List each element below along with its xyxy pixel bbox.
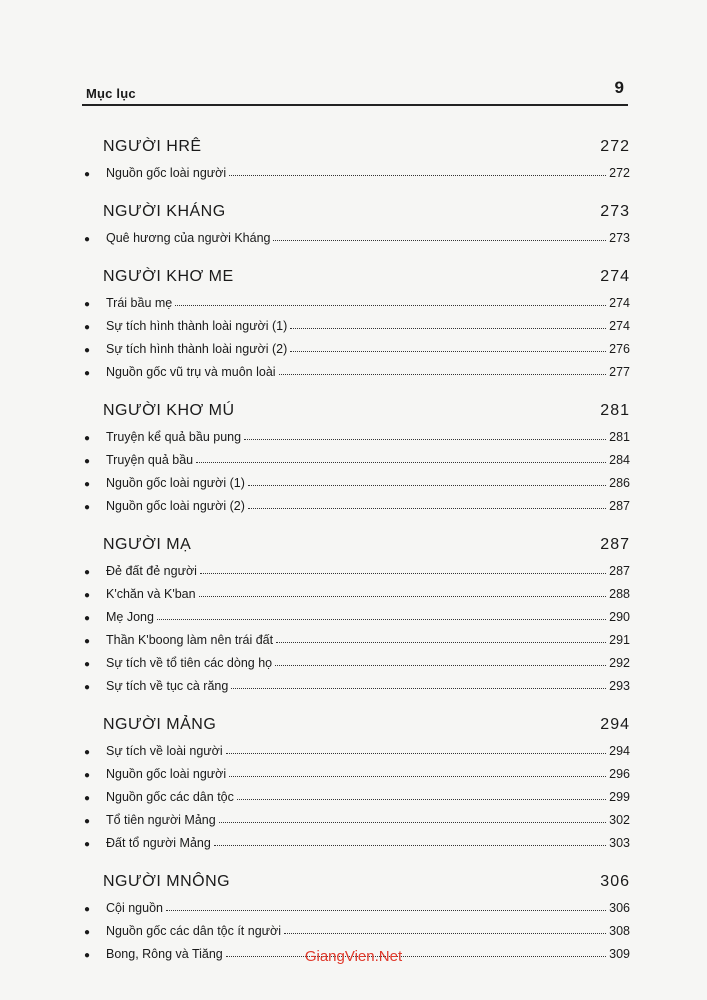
header-rule — [82, 104, 628, 106]
section-page-number: 294 — [600, 716, 630, 733]
table-of-contents — [78, 132, 630, 978]
toc-entry[interactable] — [78, 449, 630, 472]
toc-entry[interactable] — [78, 560, 630, 583]
entry-page-number: 281 — [609, 430, 630, 444]
section-page-number: 281 — [600, 402, 630, 419]
entry-title: K'chăn và K'ban — [106, 587, 196, 601]
toc-entry[interactable] — [78, 920, 630, 943]
toc-entry[interactable] — [78, 809, 630, 832]
section-heading[interactable] — [78, 197, 630, 227]
toc-section — [78, 396, 630, 518]
bullet-icon: ● — [83, 234, 91, 245]
toc-entry[interactable] — [78, 583, 630, 606]
section-page-number: 274 — [600, 268, 630, 285]
section-heading[interactable] — [78, 530, 630, 560]
section-heading[interactable] — [78, 396, 630, 426]
entry-title: Nguồn gốc các dân tộc — [106, 790, 234, 804]
entry-title: Cội nguồn — [106, 901, 163, 915]
entry-page-number: 274 — [609, 296, 630, 310]
dot-leader — [175, 305, 606, 306]
bullet-icon: ● — [83, 927, 91, 938]
toc-entry[interactable] — [78, 763, 630, 786]
toc-section — [78, 132, 630, 185]
entry-title: Trái bầu mẹ — [106, 296, 173, 310]
dot-leader — [248, 508, 606, 509]
toc-section — [78, 710, 630, 855]
bullet-icon: ● — [83, 904, 91, 915]
dot-leader — [229, 175, 606, 176]
entry-page-number: 287 — [609, 499, 630, 513]
entry-page-number: 296 — [609, 767, 630, 781]
dot-leader — [226, 753, 606, 754]
entry-title: Mẹ Jong — [106, 610, 154, 624]
entry-page-number: 308 — [609, 924, 630, 938]
page-number: 9 — [614, 78, 624, 97]
section-heading[interactable] — [78, 710, 630, 740]
toc-entry[interactable] — [78, 629, 630, 652]
section-page-number: 306 — [600, 873, 630, 890]
entry-page-number: 294 — [609, 744, 630, 758]
dot-leader — [290, 328, 606, 329]
toc-entry[interactable] — [78, 162, 630, 185]
dot-leader — [275, 665, 606, 666]
dot-leader — [279, 374, 607, 375]
toc-section — [78, 197, 630, 250]
entry-title: Thần K'boong làm nên trái đất — [106, 633, 274, 647]
toc-entry[interactable] — [78, 897, 630, 920]
toc-entry[interactable] — [78, 832, 630, 855]
entry-page-number: 274 — [609, 319, 630, 333]
entry-title: Đất tổ người Mảng — [106, 836, 211, 850]
dot-leader — [219, 822, 606, 823]
bullet-icon: ● — [83, 682, 91, 693]
bullet-icon: ● — [83, 322, 91, 333]
toc-entry[interactable] — [78, 675, 630, 698]
entry-title: Truyện quả bầu — [106, 453, 194, 467]
bullet-icon: ● — [83, 368, 91, 379]
dot-leader — [157, 619, 606, 620]
dot-leader — [229, 776, 606, 777]
watermark-text: GiangVien.Net — [304, 948, 403, 965]
header-title: Mục lục — [86, 86, 136, 101]
entry-page-number: 302 — [609, 813, 630, 827]
entry-title: Nguồn gốc loài người (2) — [106, 499, 245, 513]
dot-leader — [196, 462, 606, 463]
bullet-icon: ● — [83, 636, 91, 647]
dot-leader — [290, 351, 606, 352]
entry-page-number: 272 — [609, 166, 630, 180]
toc-section — [78, 530, 630, 698]
entry-title: Tổ tiên người Mảng — [106, 813, 216, 827]
dot-leader — [284, 933, 606, 934]
entry-title: Nguồn gốc các dân tộc ít người — [106, 924, 281, 938]
section-title: NGƯỜI MNÔNG — [103, 873, 231, 890]
section-page-number: 272 — [600, 138, 630, 155]
bullet-icon: ● — [83, 567, 91, 578]
entry-title: Sự tích hình thành loài người (2) — [106, 342, 288, 356]
entry-page-number: 303 — [609, 836, 630, 850]
bullet-icon: ● — [83, 659, 91, 670]
dot-leader — [244, 439, 606, 440]
bullet-icon: ● — [83, 613, 91, 624]
toc-entry[interactable] — [78, 426, 630, 449]
entry-page-number: 286 — [609, 476, 630, 490]
page-header — [82, 78, 628, 106]
section-title: NGƯỜI KHƠ MÚ — [103, 402, 235, 419]
toc-entry[interactable] — [78, 292, 630, 315]
entry-title: Nguồn gốc loài người — [106, 767, 227, 781]
section-title: NGƯỜI KHÁNG — [103, 203, 226, 220]
toc-entry[interactable] — [78, 338, 630, 361]
toc-entry[interactable] — [78, 361, 630, 384]
section-title: NGƯỜI KHƠ ME — [103, 268, 234, 285]
section-heading[interactable] — [78, 262, 630, 292]
dot-leader — [237, 799, 606, 800]
entry-page-number: 292 — [609, 656, 630, 670]
entry-title: Nguồn gốc loài người — [106, 166, 227, 180]
dot-leader — [199, 596, 607, 597]
section-title: NGƯỜI HRÊ — [103, 138, 202, 155]
entry-title: Sự tích về tổ tiên các dòng họ — [106, 656, 273, 670]
toc-entry[interactable] — [78, 227, 630, 250]
section-heading[interactable] — [78, 867, 630, 897]
entry-page-number: 277 — [609, 365, 630, 379]
section-page-number: 273 — [600, 203, 630, 220]
section-title: NGƯỜI MẢNG — [103, 716, 217, 733]
entry-title: Sự tích về tục cà răng — [106, 679, 229, 693]
toc-entry[interactable] — [78, 472, 630, 495]
entry-title: Bong, Rông và Tiăng — [106, 947, 223, 961]
entry-page-number: 306 — [609, 901, 630, 915]
bullet-icon: ● — [83, 816, 91, 827]
dot-leader — [248, 485, 606, 486]
entry-page-number: 273 — [609, 231, 630, 245]
bullet-icon: ● — [83, 345, 91, 356]
dot-leader — [276, 642, 606, 643]
toc-section — [78, 262, 630, 384]
bullet-icon: ● — [83, 950, 91, 961]
section-title: NGƯỜI MẠ — [103, 536, 192, 553]
entry-page-number: 288 — [609, 587, 630, 601]
entry-page-number: 276 — [609, 342, 630, 356]
section-heading[interactable] — [78, 132, 630, 162]
entry-title: Sự tích về loài người — [106, 744, 223, 758]
dot-leader — [200, 573, 606, 574]
section-page-number: 287 — [600, 536, 630, 553]
dot-leader — [166, 910, 606, 911]
entry-title: Sự tích hình thành loài người (1) — [106, 319, 288, 333]
bullet-icon: ● — [83, 839, 91, 850]
dot-leader — [273, 240, 606, 241]
bullet-icon: ● — [83, 502, 91, 513]
entry-page-number: 284 — [609, 453, 630, 467]
bullet-icon: ● — [83, 793, 91, 804]
bullet-icon: ● — [83, 479, 91, 490]
toc-entry[interactable] — [78, 786, 630, 809]
bullet-icon: ● — [83, 456, 91, 467]
toc-entry[interactable] — [78, 740, 630, 763]
entry-page-number: 299 — [609, 790, 630, 804]
toc-entry[interactable] — [78, 652, 630, 675]
toc-entry[interactable] — [78, 315, 630, 338]
entry-page-number: 309 — [609, 947, 630, 961]
entry-title: Nguồn gốc loài người (1) — [106, 476, 245, 490]
bullet-icon: ● — [83, 299, 91, 310]
toc-entry[interactable] — [78, 495, 630, 518]
entry-title: Truyện kể quả bầu pung — [106, 430, 242, 444]
entry-page-number: 290 — [609, 610, 630, 624]
entry-page-number: 287 — [609, 564, 630, 578]
bullet-icon: ● — [83, 433, 91, 444]
bullet-icon: ● — [83, 747, 91, 758]
dot-leader — [214, 845, 606, 846]
entry-page-number: 291 — [609, 633, 630, 647]
bullet-icon: ● — [83, 770, 91, 781]
entry-title: Nguồn gốc vũ trụ và muôn loài — [106, 365, 276, 379]
dot-leader — [231, 688, 606, 689]
toc-entry[interactable] — [78, 606, 630, 629]
entry-title: Đẻ đất đẻ người — [106, 564, 197, 578]
bullet-icon: ● — [83, 590, 91, 601]
entry-title: Quê hương của người Kháng — [106, 231, 271, 245]
entry-page-number: 293 — [609, 679, 630, 693]
bullet-icon: ● — [83, 169, 91, 180]
